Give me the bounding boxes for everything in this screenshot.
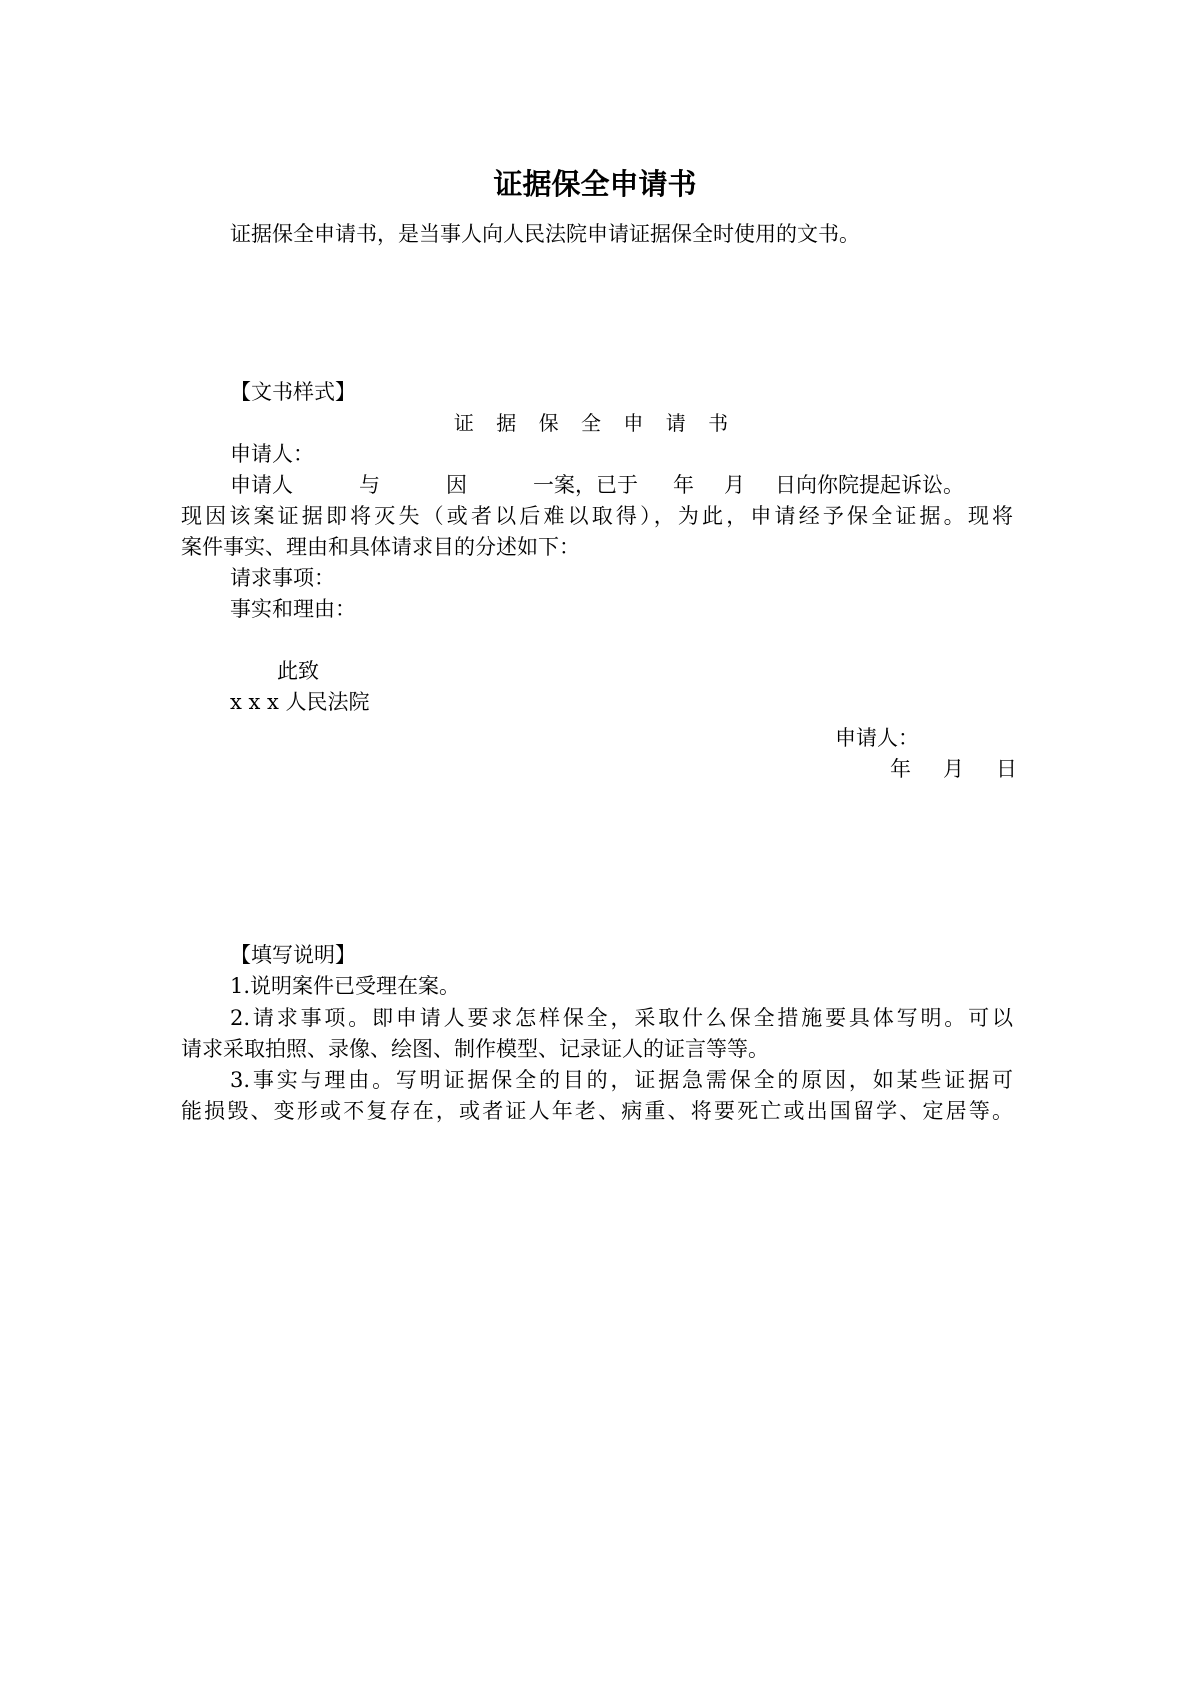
instruction-item-1: 1.说明案件已受理在案。 bbox=[230, 974, 461, 998]
sample-document-title: 证 据 保 全 申 请 书 bbox=[453, 411, 737, 435]
body-seg-case: 一案，已于 bbox=[533, 473, 638, 497]
body-paragraph-line-3: 案件事实、理由和具体请求目的分述如下： bbox=[181, 535, 580, 559]
body-seg-applicant: 申请人 bbox=[230, 473, 293, 497]
court-name: x x x 人民法院 bbox=[230, 690, 370, 714]
date-year: 年 bbox=[890, 757, 911, 781]
closing-salutation: 此致 bbox=[277, 659, 319, 683]
body-seg-with: 与 bbox=[359, 473, 380, 497]
facts-reasons-label: 事实和理由： bbox=[230, 597, 356, 621]
body-paragraph-line-1 bbox=[230, 471, 964, 499]
date-month: 月 bbox=[943, 757, 964, 781]
document-title: 证据保全申请书 bbox=[493, 167, 697, 201]
instruction-item-2-line-1: 2.请求事项。即申请人要求怎样保全，采取什么保全措施要具体写明。可以 bbox=[230, 1006, 1013, 1030]
sample-heading: 【文书样式】 bbox=[230, 380, 356, 404]
body-seg-month: 月 bbox=[724, 473, 745, 497]
request-items-label: 请求事项： bbox=[230, 566, 335, 590]
intro-paragraph: 证据保全申请书，是当事人向人民法院申请证据保全时使用的文书。 bbox=[230, 222, 860, 246]
body-seg-year: 年 bbox=[673, 473, 694, 497]
signature-date bbox=[890, 755, 1017, 783]
body-seg-because: 因 bbox=[446, 473, 467, 497]
instruction-item-2-line-2: 请求采取拍照、录像、绘图、制作模型、记录证人的证言等等。 bbox=[181, 1037, 769, 1061]
signature-applicant-label: 申请人： bbox=[835, 726, 919, 750]
instruction-item-3-line-2: 能损毁、变形或不复存在，或者证人年老、病重、将要死亡或出国留学、定居等。 bbox=[181, 1099, 1013, 1123]
instructions-heading: 【填写说明】 bbox=[230, 943, 356, 967]
body-seg-day: 日向你院提起诉讼。 bbox=[775, 473, 964, 497]
instruction-item-3-line-1: 3.事实与理由。写明证据保全的目的，证据急需保全的原因，如某些证据可 bbox=[230, 1068, 1013, 1092]
applicant-label: 申请人： bbox=[230, 442, 314, 466]
date-day: 日 bbox=[996, 757, 1017, 781]
body-paragraph-line-2: 现因该案证据即将灭失（或者以后难以取得），为此，申请经予保全证据。现将 bbox=[181, 504, 1013, 528]
